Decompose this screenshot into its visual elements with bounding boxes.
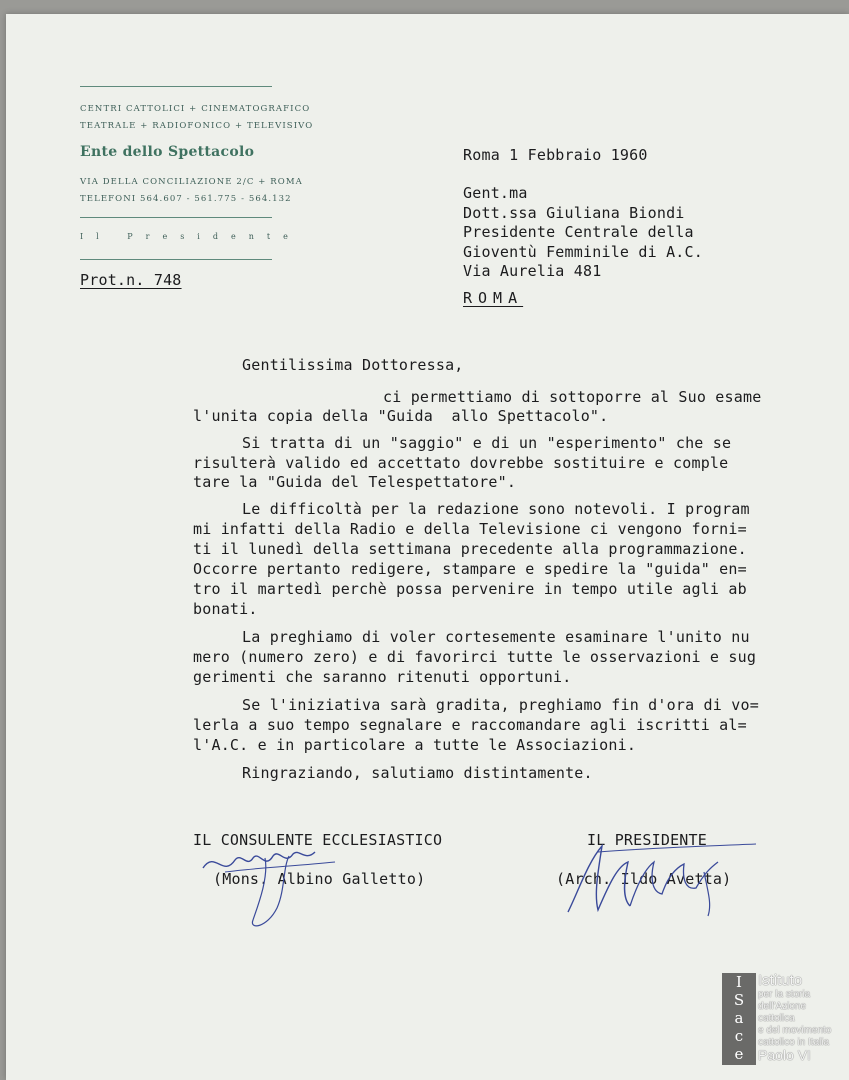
letterhead-rule-bottom bbox=[80, 259, 272, 260]
body-line: Le difficoltà per la redazione sono notevoli. I program bbox=[242, 500, 750, 518]
letterhead-address: VIA DELLA CONCILIAZIONE 2/C + ROMA bbox=[80, 177, 303, 187]
archive-logo-text: Istituto per la storia dell'Azione cattolica e del movimento cattolico in Italia Paolo VI bbox=[758, 972, 832, 1063]
body-line: mi infatti della Radio e della Televisione ci vengono forni= bbox=[193, 520, 747, 538]
body-line: Se l'iniziativa sarà gradita, preghiamo fin d'ora di vo= bbox=[242, 696, 759, 714]
body-line: ti il lunedì della settimana precedente alla programmazione. bbox=[193, 540, 747, 558]
letterhead-line-2: TEATRALE + RADIOFONICO + TELEVISIVO bbox=[80, 121, 314, 131]
letterhead-rule-mid bbox=[80, 217, 272, 218]
body-line: lerla a suo tempo segnalare e raccomandare agli iscritti al= bbox=[193, 716, 747, 734]
body-line: l'unita copia della "Guida allo Spettacolo". bbox=[193, 407, 609, 425]
letterhead-rule-top bbox=[80, 86, 272, 87]
recipient-name: Dott.ssa Giuliana Biondi bbox=[463, 204, 685, 222]
body-line: risulterà valido ed accettato dovrebbe sostituire e comple bbox=[193, 454, 729, 472]
letterhead-phones: TELEFONI 564.607 - 561.775 - 564.132 bbox=[80, 194, 292, 204]
right-signatory-name: (Arch. Ildo Avetta) bbox=[556, 870, 732, 888]
body-line: tare la "Guida del Telespettatore". bbox=[193, 473, 517, 491]
body-line: Ringraziando, salutiamo distintamente. bbox=[242, 764, 593, 782]
body-line: gerimenti che saranno ritenuti opportuni. bbox=[193, 668, 572, 686]
body-line: ci permettiamo di sottoporre al Suo esame bbox=[383, 388, 762, 406]
protocol-number: Prot.n. 748 bbox=[80, 271, 182, 289]
isacem-logo-mark: I S a c e bbox=[722, 973, 756, 1065]
archive-logo bbox=[722, 973, 842, 1065]
recipient-organization: Gioventù Femminile di A.C. bbox=[463, 243, 703, 261]
body-line: Occorre pertanto redigere, stampare e spedire la "guida" en= bbox=[193, 560, 747, 578]
recipient-street: Via Aurelia 481 bbox=[463, 262, 602, 280]
letterhead-line-1: CENTRI CATTOLICI + CINEMATOGRAFICO bbox=[80, 104, 311, 114]
recipient-role: Presidente Centrale della bbox=[463, 223, 694, 241]
body-line: La preghiamo di voler cortesemente esaminare l'unito nu bbox=[242, 628, 750, 646]
letterhead-organization-name: Ente dello Spettacolo bbox=[80, 144, 255, 160]
body-line: tro il martedì perchè possa pervenire in tempo utile agli ab bbox=[193, 580, 747, 598]
handwritten-signature-left bbox=[195, 838, 345, 933]
letterhead-president: Il Presidente bbox=[80, 232, 301, 241]
left-signatory-name: (Mons. Albino Galletto) bbox=[213, 870, 426, 888]
greeting: Gentilissima Dottoressa, bbox=[242, 356, 464, 374]
body-line: bonati. bbox=[193, 600, 258, 618]
body-line: Si tratta di un "saggio" e di un "esperimento" che se bbox=[242, 434, 732, 452]
body-line: mero (numero zero) e di favorirci tutte le osservazioni e sug bbox=[193, 648, 757, 666]
handwritten-signature-right bbox=[558, 832, 758, 922]
letter-date: Roma 1 Febbraio 1960 bbox=[463, 146, 648, 164]
body-line: l'A.C. e in particolare a tutte le Associazioni. bbox=[193, 736, 637, 754]
right-signatory-title: IL PRESIDENTE bbox=[587, 831, 707, 849]
recipient-salutation: Gent.ma bbox=[463, 184, 528, 202]
recipient-city: ROMA bbox=[463, 289, 524, 307]
left-signatory-title: IL CONSULENTE ECCLESIASTICO bbox=[193, 831, 443, 849]
